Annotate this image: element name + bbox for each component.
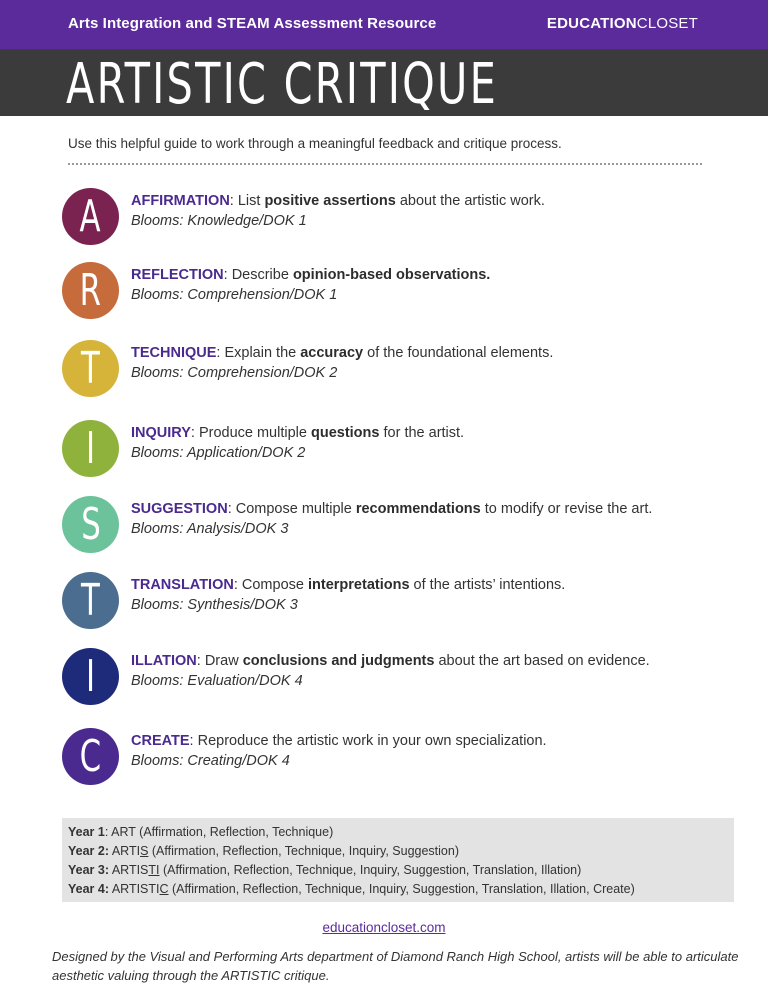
letter-a-circle-icon: A bbox=[62, 188, 119, 245]
brand-bold: EDUCATION bbox=[546, 15, 637, 32]
step-description: AFFIRMATION: List positive assertions about the artistic work. bbox=[131, 193, 545, 209]
step-create bbox=[62, 728, 742, 788]
letter-t-circle-icon: T bbox=[62, 340, 119, 397]
year-line: Year 2: ARTIS (Affirmation, Reflection, Technique, Inquiry, Suggestion) bbox=[68, 844, 459, 858]
letter-i-circle-icon: I bbox=[62, 648, 119, 705]
step-blooms: Blooms: Creating/DOK 4 bbox=[131, 753, 290, 769]
year-line: Year 1: ART (Affirmation, Reflection, Technique) bbox=[68, 825, 334, 839]
step-translation bbox=[62, 572, 742, 632]
letter-c-circle-icon: C bbox=[62, 728, 119, 785]
step-reflection bbox=[62, 262, 742, 322]
footer-note: Designed by the Visual and Performing Arts department of Diamond Ranch High School, artists will be able to articulate aesthetic valuing through the ARTISTIC critique. bbox=[52, 949, 739, 983]
page-title: ARTISTIC CRITIQUE bbox=[66, 52, 498, 117]
year-line: Year 3: ARTISTI (Affirmation, Reflection, Technique, Inquiry, Suggestion, Translation, Illation) bbox=[68, 863, 582, 877]
top-banner bbox=[0, 0, 768, 49]
step-blooms: Blooms: Evaluation/DOK 4 bbox=[131, 673, 303, 689]
intro-text: Use this helpful guide to work through a meaningful feedback and critique process. bbox=[68, 136, 562, 151]
step-blooms: Blooms: Synthesis/DOK 3 bbox=[131, 597, 298, 613]
resource-title: Arts Integration and STEAM Assessment Resource bbox=[68, 15, 437, 32]
letter-i-circle-icon: I bbox=[62, 420, 119, 477]
title-banner bbox=[0, 49, 768, 116]
step-description: SUGGESTION: Compose multiple recommendations to modify or revise the art. bbox=[131, 501, 653, 517]
step-description: ILLATION: Draw conclusions and judgments about the art based on evidence. bbox=[131, 653, 650, 669]
step-description: TECHNIQUE: Explain the accuracy of the foundational elements. bbox=[131, 345, 554, 361]
step-technique bbox=[62, 340, 742, 400]
letter-s-circle-icon: S bbox=[62, 496, 119, 553]
step-blooms: Blooms: Comprehension/DOK 1 bbox=[131, 287, 338, 303]
step-blooms: Blooms: Knowledge/DOK 1 bbox=[131, 213, 307, 229]
step-suggestion bbox=[62, 496, 742, 556]
step-illation bbox=[62, 648, 742, 708]
letter-t-circle-icon: T bbox=[62, 572, 119, 629]
step-description: INQUIRY: Produce multiple questions for the artist. bbox=[131, 425, 465, 441]
year-progression-box bbox=[62, 818, 734, 902]
step-description: TRANSLATION: Compose interpretations of the artists’ intentions. bbox=[131, 577, 566, 593]
step-affirmation bbox=[62, 188, 742, 248]
brand-light: CLOSET bbox=[636, 15, 698, 32]
dotted-divider bbox=[68, 163, 702, 165]
letter-r-circle-icon: R bbox=[62, 262, 119, 319]
step-blooms: Blooms: Application/DOK 2 bbox=[131, 445, 306, 461]
step-inquiry bbox=[62, 420, 742, 480]
step-description: REFLECTION: Describe opinion-based observations. bbox=[131, 267, 491, 283]
website-link[interactable]: educationcloset.com bbox=[322, 920, 446, 935]
brand-logo[interactable] bbox=[547, 15, 698, 32]
step-blooms: Blooms: Comprehension/DOK 2 bbox=[131, 365, 338, 381]
year-line: Year 4: ARTISTIC (Affirmation, Reflection, Technique, Inquiry, Suggestion, Translation, Illation, Create) bbox=[68, 882, 635, 896]
step-blooms: Blooms: Analysis/DOK 3 bbox=[131, 521, 289, 537]
step-description: CREATE: Reproduce the artistic work in your own specialization. bbox=[131, 733, 547, 749]
